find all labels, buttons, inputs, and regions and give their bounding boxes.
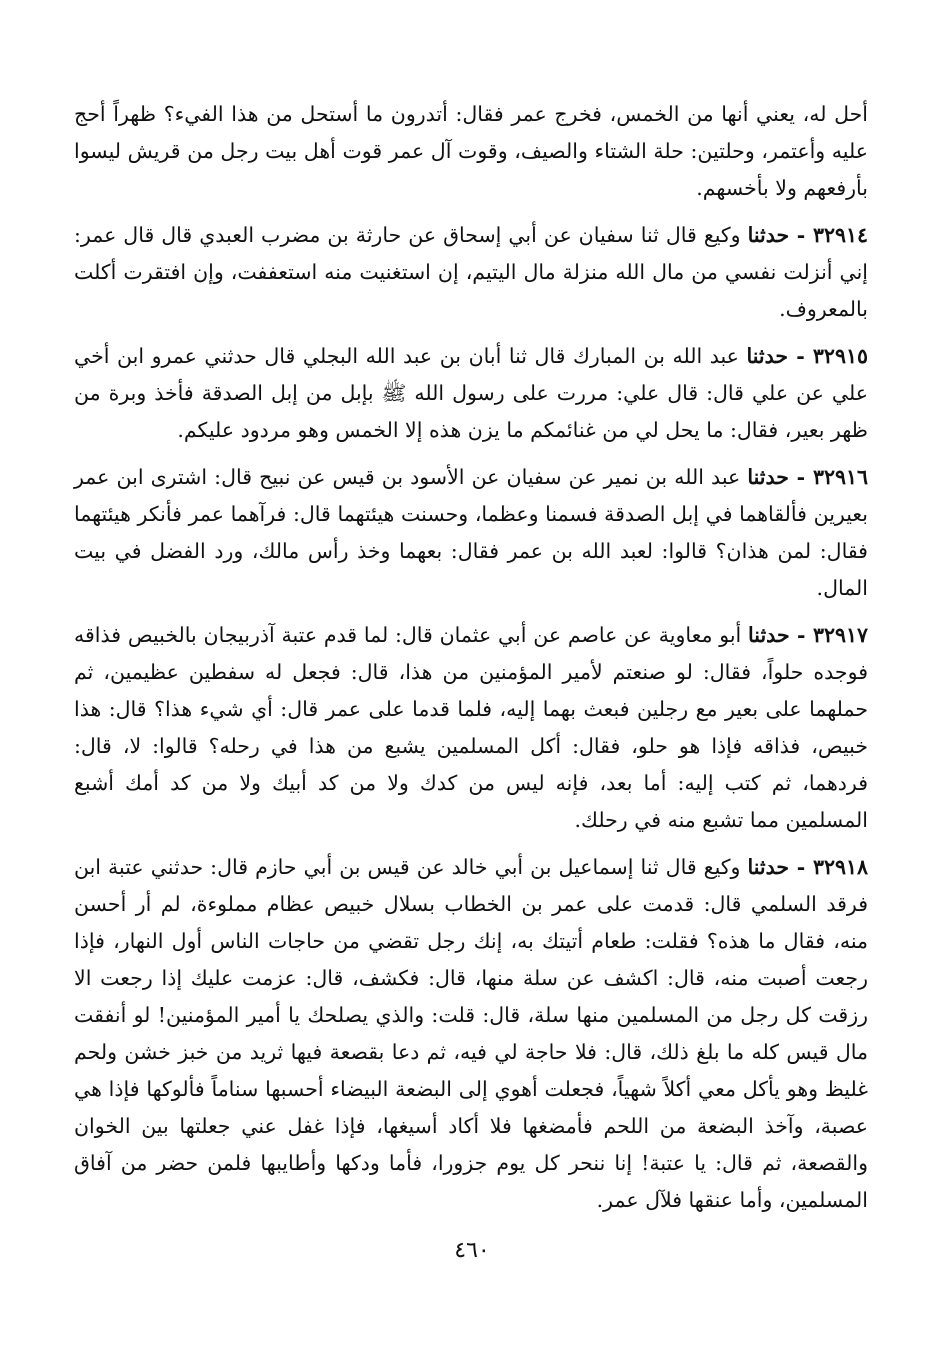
body-text xyxy=(74,96,868,1219)
paragraph-text: عبد الله بن المبارك قال ثنا أبان بن عبد الله البجلي قال حدثني عمرو ابن أخي علي عن علي قال: قال علي: مررت على رسول الله ﷺ بإبل من إبل الصدقة فأخذ وبرة من ظهر بعير، فقال: ما يحل لي من غنائمكم ما يزن هذه إلا الخمس وهو مردود عليكم. xyxy=(74,344,868,442)
hadith-number: ٣٢٩١٥ - حدثنا xyxy=(746,344,868,368)
page-number: ٤٦٠ xyxy=(454,1238,490,1263)
hadith-32915 xyxy=(74,338,868,449)
hadith-number: ٣٢٩١٨ - حدثنا xyxy=(747,855,868,879)
hadith-32916 xyxy=(74,459,868,607)
paragraph-text: أبو معاوية عن عاصم عن أبي عثمان قال: لما قدم عتبة آذربيجان بالخبيص فذاقه فوجده حلواً، فقال: لو صنعتم لأمير المؤمنين من هذا، قال: فجعل له سفطين عظيمين، ثم حملهما على بعير مع رجلين فبعث بهما إليه، فلما قدما على عمر قال: أي شيء هذا؟ قال: هذا خبيص، فذاقه فإذا هو حلو، فقال: أكل المسلمين يشبع من هذا في رحله؟ قالوا: لا، قال: فردهما، ثم كتب إليه: أما بعد، فإنه ليس من كدك ولا من كد أبيك ولا من كد أمك أشبع المسلمين مما تشبع منه في رحلك. xyxy=(74,623,868,832)
paragraph-continuation xyxy=(74,96,868,207)
hadith-number: ٣٢٩١٦ - حدثنا xyxy=(747,465,868,489)
hadith-32917 xyxy=(74,617,868,839)
paragraph-text: أحل له، يعني أنها من الخمس، فخرج عمر فقال: أتدرون ما أستحل من هذا الفيء؟ ظهراً أحج عليه وأعتمر، وحلتين: حلة الشتاء والصيف، وقوت آل عمر قوت أهل بيت رجل من قريش ليسوا بأرفعهم ولا بأخسهم. xyxy=(74,102,868,200)
paragraph-text: عبد الله بن نمير عن سفيان عن الأسود بن قيس عن نبيح قال: اشترى ابن عمر بعيرين فألقاهما في إبل الصدقة فسمنا وعظما، وحسنت هيئتهما قال: فرآهما عمر فأنكر هيئتهما فقال: لمن هذان؟ قالوا: لعبد الله بن عمر فقال: بعهما وخذ رأس مالك، ورد الفضل في بيت المال. xyxy=(74,465,868,600)
paragraph-text: وكيع قال ثنا سفيان عن أبي إسحاق عن حارثة بن مضرب العبدي قال قال عمر: إني أنزلت نفسي من مال الله منزلة مال اليتيم، إن استغنيت منه استعففت، وإن افتقرت أكلت بالمعروف. xyxy=(74,223,868,321)
paragraph-text: وكيع قال ثنا إسماعيل بن أبي خالد عن قيس بن أبي حازم قال: حدثني عتبة ابن فرقد السلمي قال: قدمت على عمر بن الخطاب بسلال خبيص عظام مملوءة، لم أر أحسن منه، فقال ما هذه؟ فقلت: طعام أتيتك به، إنك رجل تقضي من حاجات الناس أول النهار، فإذا رجعت أصبت منه، قال: اكشف عن سلة منها، قال: فكشف، قال: عزمت عليك إذا رجعت الا رزقت كل رجل من المسلمين منها سلة، قال: قلت: والذي يصلحك يا أمير المؤمنين! لو أنفقت مال قيس كله ما بلغ ذلك، قال: فلا حاجة لي فيه، ثم دعا بقصعة فيها ثريد من خبز خشن ولحم غليظ وهو يأكل معي أكلاً شهياً، فجعلت أهوي إلى البضعة البيضاء أحسبها سناماً فألوكها فإذا هي عصبة، وآخذ البضعة من اللحم فأمضغها فلا أكاد أسيغها، فإذا غفل عني جعلتها بين الخوان والقصعة، ثم قال: يا عتبة! إنا ننحر كل يوم جزورا، فأما ودكها وأطايبها فلمن حضر من آفاق المسلمين، وأما عنقها فلآل عمر. xyxy=(74,855,868,1212)
hadith-number: ٣٢٩١٤ - حدثنا xyxy=(747,223,868,247)
hadith-number: ٣٢٩١٧ - حدثنا xyxy=(748,623,868,647)
hadith-32918 xyxy=(74,849,868,1219)
hadith-32914 xyxy=(74,217,868,328)
